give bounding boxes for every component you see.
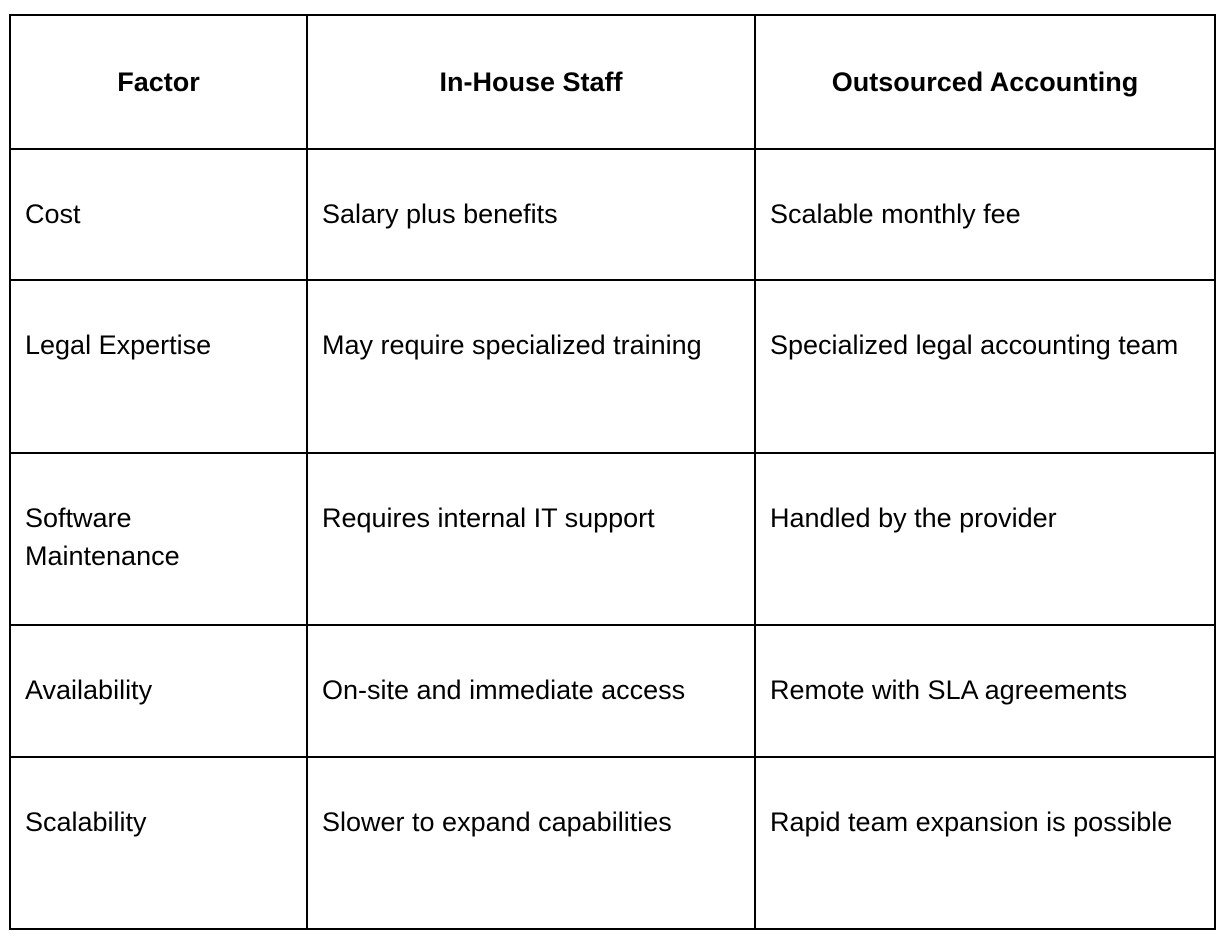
- cell-factor: Cost: [10, 149, 307, 280]
- table-row: [10, 625, 1215, 757]
- table-header-row: [10, 15, 1215, 149]
- cell-in-house: On-site and immediate access: [307, 625, 755, 757]
- comparison-table: [9, 14, 1216, 930]
- cell-outsourced: Specialized legal accounting team: [755, 280, 1215, 453]
- cell-factor: Software Maintenance: [10, 453, 307, 625]
- cell-outsourced: Remote with SLA agreements: [755, 625, 1215, 757]
- cell-outsourced: Handled by the provider: [755, 453, 1215, 625]
- cell-in-house: Salary plus benefits: [307, 149, 755, 280]
- cell-in-house: Slower to expand capabilities: [307, 757, 755, 929]
- table-row: [10, 280, 1215, 453]
- table-row: [10, 757, 1215, 929]
- table-row: [10, 149, 1215, 280]
- cell-in-house: May require specialized training: [307, 280, 755, 453]
- cell-in-house: Requires internal IT support: [307, 453, 755, 625]
- table-row: [10, 453, 1215, 625]
- cell-factor: Availability: [10, 625, 307, 757]
- header-factor: Factor: [10, 15, 307, 149]
- header-outsourced-accounting: Outsourced Accounting: [755, 15, 1215, 149]
- cell-factor: Scalability: [10, 757, 307, 929]
- cell-outsourced: Scalable monthly fee: [755, 149, 1215, 280]
- cell-outsourced: Rapid team expansion is possible: [755, 757, 1215, 929]
- header-in-house-staff: In-House Staff: [307, 15, 755, 149]
- cell-factor: Legal Expertise: [10, 280, 307, 453]
